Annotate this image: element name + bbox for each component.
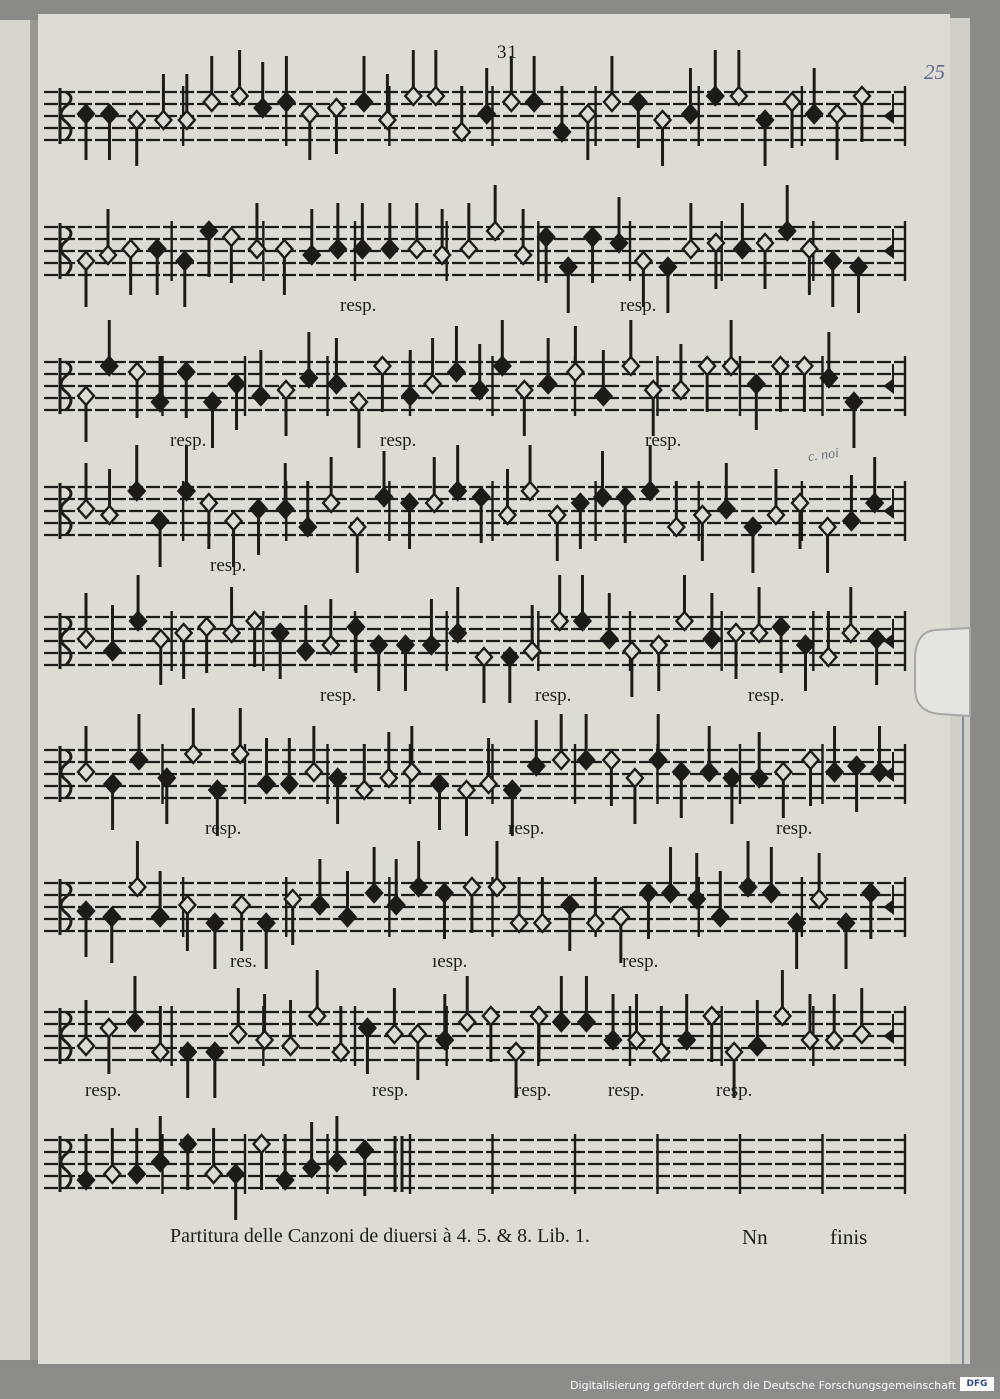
resp-label: resp. [620,295,657,316]
resp-label: resp. [535,685,572,706]
resp-label: resp. [608,1080,645,1101]
dfg-logo: DFG [960,1377,994,1391]
dfg-credit-text: Digitalisierung gefördert durch die Deutsche Forschungsgemeinschaft [570,1379,956,1392]
resp-label: resp. [320,685,357,706]
resp-label: ıesp. [432,951,468,972]
resp-label: resp. [170,430,207,451]
page-number: 31 [497,42,518,63]
resp-label: resp. [645,430,682,451]
resp-label: resp. [716,1080,753,1101]
footer-imprint: Partitura delle Canzoni de diuersi à 4. 5. & 8. Lib. 1. [170,1225,590,1247]
footer-finis: finis [830,1225,868,1249]
resp-label: resp. [380,430,417,451]
resp-label: resp. [210,555,247,576]
resp-label: resp. [372,1080,409,1101]
resp-label: resp. [515,1080,552,1101]
resp-label: res. [230,951,257,972]
resp-label: resp. [85,1080,122,1101]
resp-label: resp. [748,685,785,706]
resp-label: resp. [205,818,242,839]
resp-label: resp. [622,951,659,972]
folio-number: 25 [924,60,945,84]
plastic-clip [915,628,970,716]
margin-annotation: c. noi [807,445,840,466]
footer-signature: Nn [742,1225,768,1249]
resp-label: resp. [340,295,377,316]
resp-label: resp. [508,818,545,839]
resp-label: resp. [776,818,813,839]
